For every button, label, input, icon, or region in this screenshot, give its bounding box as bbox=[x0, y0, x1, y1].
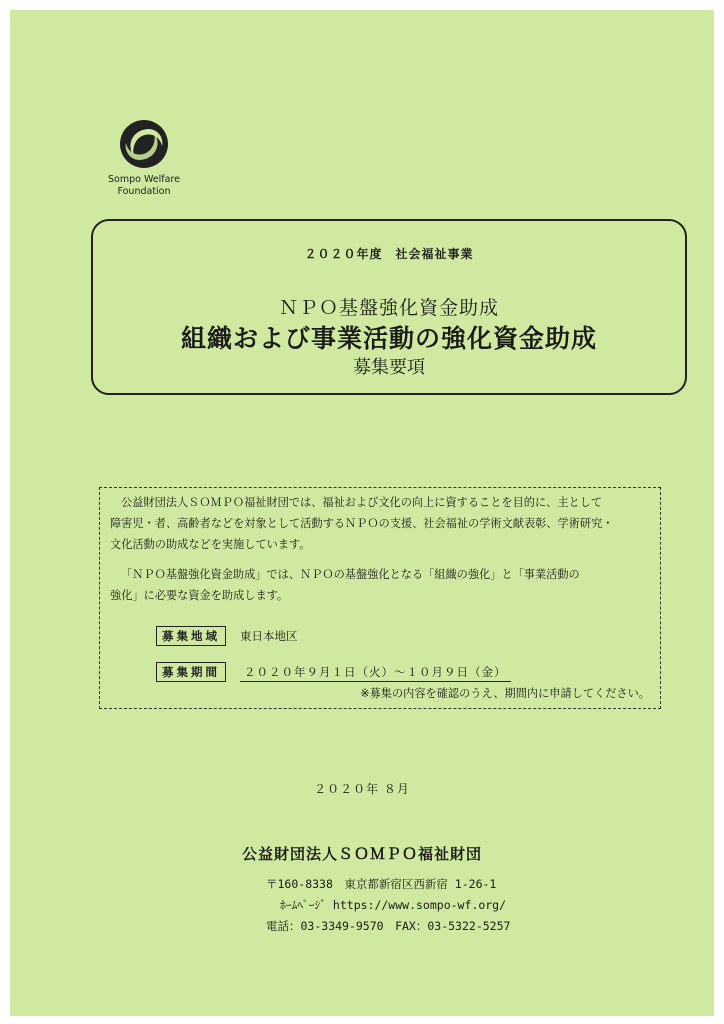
period-value: ２０２０年９月１日（火）～１０月９日（金） bbox=[240, 664, 511, 682]
program-paragraph bbox=[110, 564, 650, 606]
intro-line: 文化活動の助成などを実施しています。 bbox=[110, 538, 311, 551]
organization-name: 公益財団法人ＳＯＭＰＯ福祉財団 bbox=[241, 845, 482, 863]
program-line: 強化」に必要な資金を助成します。 bbox=[110, 589, 289, 602]
document-type: 募集要項 bbox=[353, 357, 425, 378]
phone-fax-line: 電話：03-3349-9570 FAX：03-5322-5257 bbox=[266, 919, 511, 933]
title-box bbox=[91, 219, 687, 395]
period-label: 募集期間 bbox=[156, 662, 226, 682]
issue-date: ２０２０年 ８月 bbox=[314, 782, 410, 796]
program-subtitle: ＮＰＯ基盤強化資金助成 bbox=[278, 297, 499, 319]
contact-block bbox=[266, 874, 510, 937]
homepage-link[interactable]: ﾎｰﾑﾍﾟｰｼﾞ https://www.sompo-wf.org/ bbox=[280, 898, 507, 912]
page-title: 組織および事業活動の強化資金助成 bbox=[180, 324, 597, 353]
logo-text-line2: Foundation bbox=[117, 186, 171, 197]
application-note: ※募集の内容を確認のうえ、期間内に申請してください。 bbox=[360, 687, 650, 700]
fiscal-year-label: ２０２０年度 社会福祉事業 bbox=[304, 247, 474, 261]
region-row bbox=[156, 626, 298, 646]
logo-mark-icon bbox=[118, 118, 170, 170]
intro-line: 公益財団法人ＳＯＭＰＯ福祉財団では、福祉および文化の向上に資することを目的に、主として bbox=[121, 496, 603, 509]
region-value: 東日本地区 bbox=[240, 629, 298, 643]
address-line: 〒160-8338 東京都新宿区西新宿 1-26-1 bbox=[266, 877, 497, 891]
logo-text-line1: Sompo Welfare bbox=[108, 174, 180, 185]
program-line: 「ＮＰＯ基盤強化資金助成」では、ＮＰＯの基盤強化となる「組織の強化」と「事業活動の bbox=[121, 568, 580, 581]
intro-line: 障害児・者、高齢者などを対象として活動するＮＰＯの支援、社会福祉の学術文献表彰、学術研究・ bbox=[110, 517, 614, 530]
region-label: 募集地域 bbox=[156, 626, 226, 646]
intro-paragraph bbox=[110, 492, 650, 555]
info-box bbox=[99, 487, 661, 709]
foundation-logo bbox=[104, 118, 184, 198]
period-row bbox=[156, 662, 511, 682]
